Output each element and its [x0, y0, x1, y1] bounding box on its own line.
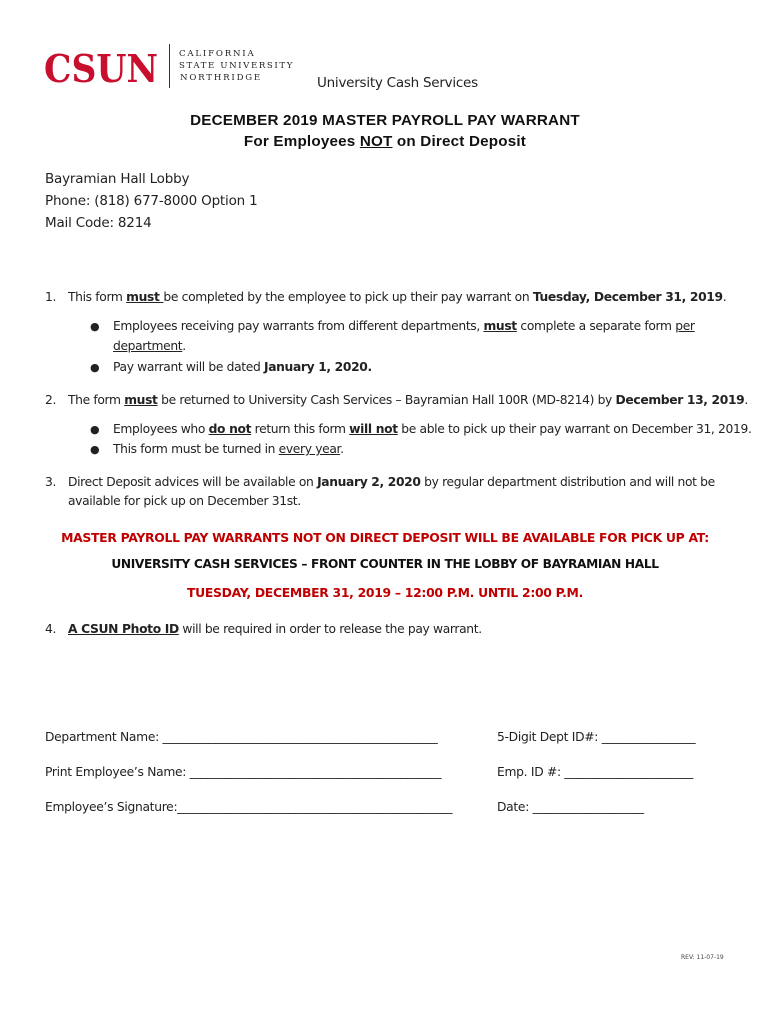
item-3-text-cont: available for pick up on December 31st. [68, 494, 301, 508]
pickup-location: UNIVERSITY CASH SERVICES – FRONT COUNTER IN THE LOBBY OF BAYRAMIAN HALL [111, 557, 659, 571]
logo-word-northridge: NORTHRIDGE [180, 73, 263, 83]
item-number: 3. [45, 475, 57, 489]
emphasis: must [126, 290, 164, 304]
date-field[interactable]: Date: ___________________ [497, 800, 644, 814]
item-number: 1. [45, 290, 57, 304]
logo-text: CSUN [44, 46, 158, 91]
date-emphasis: January 1, 2020. [263, 360, 372, 374]
contact-mail-code: Mail Code: 8214 [45, 215, 152, 231]
logo-wordmark [179, 48, 294, 84]
item-2-text [68, 393, 748, 407]
bullet-icon: ● [90, 443, 100, 456]
text-part: by regular department distribution and will not be [420, 475, 715, 489]
item-1-text [68, 290, 726, 304]
date-emphasis: December 13, 2019 [615, 393, 745, 407]
text-part: Employees receiving pay warrants from different departments, [113, 319, 484, 333]
document-title: DECEMBER 2019 MASTER PAYROLL PAY WARRANT [190, 112, 580, 129]
subtitle-emphasis: NOT [359, 133, 393, 150]
item-1-bullet-1-cont [113, 339, 186, 353]
employee-id-field[interactable]: Emp. ID #: ______________________ [497, 765, 694, 779]
emphasis: every year [278, 442, 341, 456]
item-2-bullet-1 [113, 422, 752, 436]
contact-phone: Phone: (818) 677-8000 Option 1 [45, 193, 258, 209]
subtitle-part: on Direct Deposit [392, 133, 527, 150]
revision-label: REV: 11-07-19 [681, 954, 724, 961]
emphasis: A CSUN Photo ID [68, 622, 179, 636]
contact-location: Bayramian Hall Lobby [45, 171, 190, 187]
item-number: 2. [45, 393, 57, 407]
document-subtitle [0, 133, 770, 150]
text-part: be completed by the employee to pick up their pay warrant on [163, 290, 533, 304]
csun-logo [44, 42, 160, 92]
date-emphasis: January 2, 2020 [317, 475, 421, 489]
emphasis: do not [208, 422, 252, 436]
bullet-icon: ● [90, 423, 100, 436]
text-part: be able to pick up their pay warrant on December 31, 2019. [397, 422, 752, 436]
text-part: be returned to University Cash Services – Bayramian Hall 100R (MD-8214) by [157, 393, 616, 407]
text-part: Employees who [113, 422, 209, 436]
date-emphasis: Tuesday, December 31, 2019 [532, 290, 723, 304]
text-part: return this form [251, 422, 350, 436]
emphasis: must [483, 319, 517, 333]
text-part: will be required in order to release the pay warrant. [178, 622, 482, 636]
text-part: . [182, 339, 186, 353]
text-part: complete a separate form [516, 319, 676, 333]
logo-divider [169, 44, 170, 88]
item-number: 4. [45, 622, 57, 636]
text-part: This form must be turned in [113, 442, 279, 456]
bullet-icon: ● [90, 320, 100, 333]
department-name: University Cash Services [317, 75, 478, 91]
item-3-text [68, 475, 715, 489]
text-part: The form [68, 393, 125, 407]
item-2-bullet-2 [113, 442, 344, 456]
emphasis: must [124, 393, 158, 407]
pickup-notice: MASTER PAYROLL PAY WARRANTS NOT ON DIRECT DEPOSIT WILL BE AVAILABLE FOR PICK UP AT: [61, 530, 709, 545]
item-1-bullet-1 [113, 319, 695, 333]
text-part: Pay warrant will be dated [113, 360, 264, 374]
text-part: This form [68, 290, 127, 304]
emphasis: department [113, 339, 183, 353]
text-part: . [722, 290, 727, 304]
text-part: . [744, 393, 748, 407]
pickup-time: TUESDAY, DECEMBER 31, 2019 – 12:00 P.M. UNTIL 2:00 P.M. [186, 585, 583, 600]
department-name-field[interactable]: Department Name: _______________________________________________ [45, 730, 438, 744]
employee-name-field[interactable]: Print Employee’s Name: ___________________________________________ [45, 765, 442, 779]
item-1-bullet-2 [113, 360, 372, 374]
emphasis: per [675, 319, 695, 333]
logo-word-state-university: STATE UNIVERSITY [179, 61, 295, 71]
logo-word-california: CALIFORNIA [179, 49, 256, 59]
subtitle-part: For Employees [243, 133, 360, 150]
item-4-text [68, 622, 482, 636]
signature-field[interactable]: Employee’s Signature:_______________________________________________ [45, 800, 453, 814]
bullet-icon: ● [90, 361, 100, 374]
text-part: Direct Deposit advices will be available on [68, 475, 318, 489]
text-part: . [340, 442, 344, 456]
dept-id-field[interactable]: 5-Digit Dept ID#: ________________ [497, 730, 696, 744]
emphasis: will not [349, 422, 398, 436]
